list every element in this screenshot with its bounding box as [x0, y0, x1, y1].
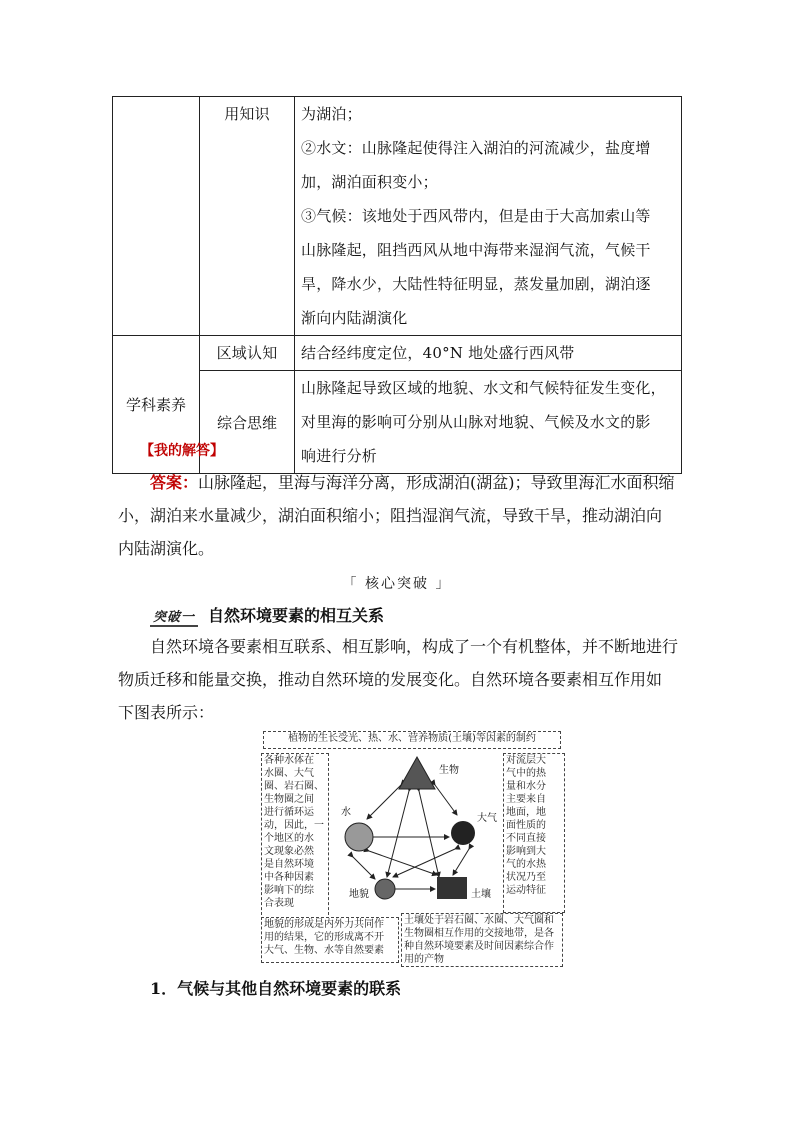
soil-node — [437, 877, 467, 899]
bio-label: 生物 — [439, 765, 459, 776]
answer-heading: 【我的解答】 — [140, 443, 224, 459]
section-heading: 突破一 自然环境要素的相互关系 — [150, 603, 384, 627]
content-line: ③气候：该地处于西风带内，但是由于大高加索山等 — [301, 207, 651, 225]
section-title: 「 核心突破 」 — [342, 576, 452, 592]
land-label: 地貌 — [349, 889, 369, 900]
row-content-apply — [295, 97, 682, 336]
breakthrough-tag: 突破一 — [150, 606, 198, 627]
content-line: 加，湖泊面积变小； — [301, 173, 438, 191]
air-node — [451, 821, 475, 845]
content-line: 为湖泊； — [301, 105, 362, 123]
content-line: 山脉隆起，阻挡西风从地中海带来湿润气流，气候干 — [301, 241, 651, 259]
row-label-thinking: 综合思维 — [200, 371, 295, 474]
group-label-literacy: 学科素养 — [113, 336, 200, 474]
bio-node — [399, 757, 435, 789]
content-line: ②水文：山脉隆起使得注入湖泊的河流减少，盐度增 — [301, 139, 651, 157]
table-cell-empty — [113, 97, 200, 336]
water-note-box: 各种水体在 水圈、大气 圈、岩石圈、 生物圈之间 进行循环运 动，因此，一 个地区的水 文现象必然 是自然环境 中各种因素 影响下的综 合表现 — [261, 753, 329, 925]
content-line: 旱，降水少，大陆性特征明显，蒸发量加剧，湖泊逐 — [301, 275, 651, 293]
content-line: 响进行分析 — [301, 447, 378, 465]
land-note-box: 地貌的形成是内外力共同作 用的结果，它的形成离不开 大气、生物、水等自然要素 — [261, 917, 399, 963]
row-label-region: 区域认知 — [200, 336, 295, 371]
row-label-apply: 用知识 — [200, 97, 295, 336]
knowledge-table — [112, 96, 682, 474]
section-paragraph: 自然环境各要素相互联系、相互影响，构成了一个有机整体，并不断地进行 物质迁移和能量交换，推动自然环境的发展变化。自然环境各要素相互作用如 下图表所示： — [118, 637, 679, 722]
soil-label: 土壤 — [471, 889, 491, 900]
content-line: 对里海的影响可分别从山脉对地貌、气候及水文的影 — [301, 413, 651, 431]
content-line: 渐向内陆湖演化 — [301, 309, 408, 327]
water-label: 水 — [341, 807, 351, 818]
element-relation-diagram — [259, 727, 565, 967]
answer-paragraph: 答案：山脉隆起，里海与海洋分离，形成湖泊(湖盆)；导致里海汇水面积缩 小，湖泊来水量减少，湖泊面积缩小；阻挡湿润气流，导致干旱，推动湖泊向 内陆湖演化。 — [118, 473, 675, 558]
sub-heading: 1．气候与其他自然环境要素的联系 — [150, 979, 402, 998]
top-note-box: 植物的生长受光、热、水、营养物质(土壤)等因素的制约 — [263, 731, 561, 749]
water-node — [345, 823, 373, 851]
air-note-box: 对流层大 气中的热 量和水分 主要来自 地面，地 面性质的 不同直接 影响到大 气的水热 状况乃至 运动特征 — [503, 753, 565, 913]
row-content-thinking — [295, 371, 682, 474]
soil-note-box: 土壤处于岩石圈、水圈、大气圈和 生物圈相互作用的交接地带，是各 种自然环境要素及时间因素综合作 用的产物 — [401, 913, 563, 967]
land-node — [375, 879, 395, 899]
row-content-region: 结合经纬度定位，40°N 地处盛行西风带 — [295, 336, 682, 371]
air-label: 大气 — [477, 813, 497, 824]
content-line: 山脉隆起导致区域的地貌、水文和气候特征发生变化， — [301, 379, 666, 397]
